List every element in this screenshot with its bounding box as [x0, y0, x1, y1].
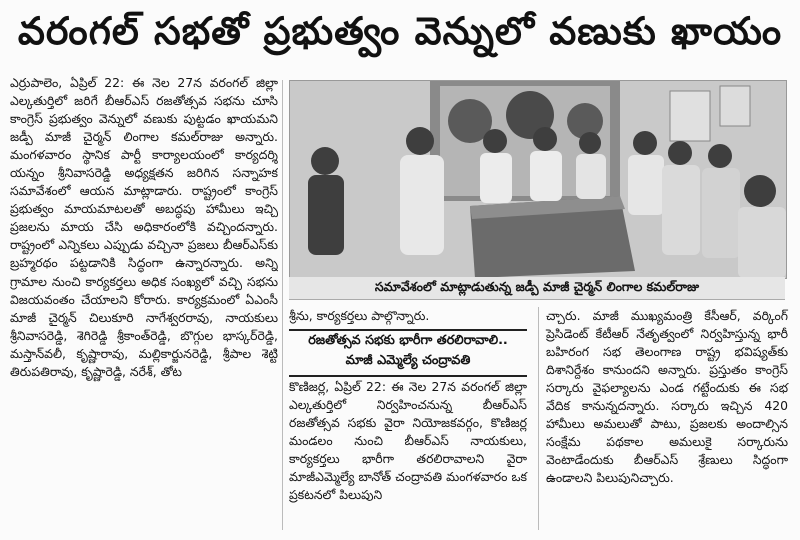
story2-body: కొణిజర్ల, ఏప్రిల్ 22: ఈ నెల 27న వరంగల్ జిల్లా ఎల్కతుర్తిలో నిర్వహించనున్న బీఆర్ఎస్ రజతోత్సవ సభకు వైరా నియోజకవర్గం, కొణిజర్ల మండలం నుంచి బీఆర్ఎస్ నాయకులు, కార్యకర్తలు భారీగా తరలిరావాలని వైరా మాజీఎమ్మెల్యే బానోత్ చంద్రావతి మంగళవారం ఒక ప్రకటనలో పిలుపుని: [289, 379, 527, 503]
story2-subhead-line2: మాజీ ఎమ్మెల్యే చంద్రావతి: [345, 353, 471, 368]
headline: వరంగల్ సభతో ప్రభుత్వం వెన్నులో వణుకు ఖాయం: [17, 9, 783, 53]
story-main-continued-text: శ్రీను, కార్యకర్తలు పాల్గొన్నారు.: [289, 308, 430, 323]
story2-continued-column: [546, 307, 788, 487]
story-main-continued: [289, 307, 527, 325]
story2-subhead-line1: రజతోత్సవ సభకు భారీగా తరలిరావాలి..: [308, 333, 508, 348]
story2-continued-text: చ్చారు. మాజీ ముఖ్యమంత్రి కేసీఆర్, వర్కింగ్ ప్రెసిడెంట్ కేటీఆర్ నేతృత్వంలో నిర్వహిస్తున్న భారీ బహిరంగ సభ తెలంగాణ రాష్ట్ర భవిష్యత్‌కు దిశానిర్దేశం కానుందని అన్నారు. ప్రస్తుతం కాంగ్రెస్ సర్కారు వైఫల్యాలను ఎండ గట్టేందుకు ఈ సభ వేదిక కానున్నదన్నారు. సర్కారు ఇచ్చిన 420 హామీలు అమలుతో పాటు, ప్రజలకు అందాల్సిన సంక్షేమ పథకాల అమలుకై సర్కారును వెంటాడేందుకు బీఆర్ఎస్ శ్రేణులు సిద్ధంగా ఉండాలని పిలుపునిచ్చారు.: [546, 308, 788, 486]
news-photo: [289, 80, 787, 279]
meeting-photo-illustration: [290, 81, 786, 278]
column-divider: [538, 307, 539, 530]
photo-caption: సమావేశంలో మాట్లాడుతున్న జడ్పీ మాజీ చైర్మన్ లింగాల కమల్‌రాజు: [289, 277, 785, 300]
story-main-column: [10, 74, 278, 530]
story2-column: [289, 378, 527, 504]
column-divider: [282, 80, 283, 530]
story-main-text: ఎర్రుపాలెం, ఏప్రిల్ 22: ఈ నెల 27న వరంగల్ జిల్లా ఎల్కతుర్తిలో జరిగే బీఆర్ఎస్ రజతోత్సవ సభను చూసి కాంగ్రెస్ ప్రభుత్వం వెన్నులో వణుకు పుట్టడం ఖాయమని జడ్పీ మాజీ చైర్మన్ లింగాల కమల్‌రాజు అన్నారు. మంగళవారం స్థానిక పార్టీ కార్యాలయంలో కార్యదర్శి యన్నం శ్రీనివాసరెడ్డి అధ్యక్షతన జరిగిన సన్నాహక సమావేశంలో ఆయన మాట్లాడారు. రాష్ట్రంలో కాంగ్రెస్ ప్రభుత్వం మాయమాటలతో అబద్ధపు హామీలు ఇచ్చి ప్రజలను మాయ చేసి అధికారంలోకి వచ్చిందన్నారు. రాష్ట్రంలో ఎన్నికలు ఎప్పుడు వచ్చినా ప్రజలు బీఆర్ఎస్‌కు బ్రహ్మరథం పట్టడానికి సిద్ధంగా ఉన్నారన్నారు. అన్ని గ్రామాల నుంచి కార్యకర్తలు అధిక సంఖ్యలో వచ్చి సభను విజయవంతం చేయాలని కోరారు. కార్యక్రమంలో ఏఎంసీ మాజీ చైర్మన్ చిలుకూరి నాగేశ్వరరావు, నాయకులు శ్రీనివాసరెడ్డి, శెగిరెడ్డి శ్రీకాంత్‌రెడ్డి, బొగ్గుల భాస్కర్‌రెడ్డి, మస్తాన్‌వలీ, కృష్ణారావు, మల్లికార్జునరెడ్డి, శ్రీపాల శెట్టి తిరుపతిరావు, కృష్ణారెడ్డి, నరేశ్, తోట: [10, 75, 278, 379]
story2-subhead: [289, 329, 527, 377]
